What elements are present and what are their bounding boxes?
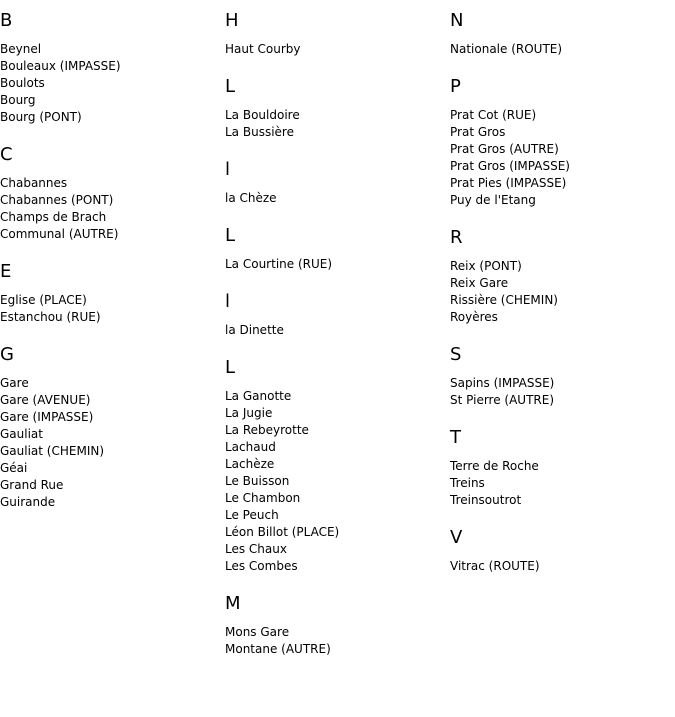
street-name: Prat Gros (AUTRE) [450,142,559,156]
letter-group [450,66,675,209]
street-list [0,41,225,126]
letter-group [225,66,450,141]
letter-group [225,347,450,575]
street-name: Gauliat [0,427,43,441]
street-name: Chabannes [0,176,68,190]
street-name: Prat Pies (IMPASSE) [450,176,567,190]
street-list [225,256,450,273]
street-name: La Ganotte [225,389,292,403]
street-name: Léon Billot (PLACE) [225,525,340,539]
street-name: Gare (AVENUE) [0,393,91,407]
letter-group [450,217,675,326]
street-name: La Courtine (RUE) [225,257,333,271]
street-name: Gare (IMPASSE) [0,410,94,424]
letter-group [0,0,225,126]
street-list [450,558,675,575]
street-name: Beynel [0,42,42,56]
section-letter-heading: L [225,76,236,97]
street-list [450,41,675,58]
street-name: Sapins (IMPASSE) [450,376,555,390]
street-name: Bourg (PONT) [0,110,82,124]
letter-group [225,149,450,207]
street-list [0,175,225,243]
street-name: Royères [450,310,498,324]
section-letter-heading: P [450,76,461,97]
section-letter-heading: L [225,225,236,246]
street-index-column-3 [450,0,675,583]
street-name: Bouleaux (IMPASSE) [0,59,121,73]
street-list [450,258,675,326]
street-index-column-2 [225,0,450,666]
street-name: la Dinette [225,323,284,337]
street-name: La Rebeyrotte [225,423,309,437]
letter-group [0,251,225,326]
street-name: Montane (AUTRE) [225,642,331,656]
street-list [225,190,450,207]
letter-group [225,215,450,273]
street-list [225,107,450,141]
street-name: Les Chaux [225,542,287,556]
letter-group [225,0,450,58]
street-list [450,107,675,209]
street-name: Prat Gros [450,125,506,139]
street-name: Treins [450,476,485,490]
street-name: Le Chambon [225,491,301,505]
letter-group [450,417,675,509]
street-list [0,292,225,326]
street-name: Gare [0,376,29,390]
street-name: Gauliat (CHEMIN) [0,444,105,458]
street-name: Reix (PONT) [450,259,522,273]
section-letter-heading: N [450,10,464,31]
letter-group [225,583,450,658]
section-letter-heading: C [0,144,13,165]
street-name: Eglise (PLACE) [0,293,87,307]
street-name: Champs de Brach [0,210,107,224]
street-list [450,458,675,509]
street-name: Nationale (ROUTE) [450,42,563,56]
section-letter-heading: S [450,344,462,365]
street-name: Treinsoutrot [450,493,522,507]
street-list [225,388,450,575]
section-letter-heading: H [225,10,239,31]
street-name: Lachaud [225,440,276,454]
street-name: La Bussière [225,125,294,139]
section-letter-heading: l [225,291,231,312]
street-name: Prat Gros (IMPASSE) [450,159,570,173]
section-letter-heading: M [225,593,241,614]
section-letter-heading: B [0,10,13,31]
section-letter-heading: R [450,227,463,248]
letter-group [450,517,675,575]
street-name: Estanchou (RUE) [0,310,101,324]
street-list [225,322,450,339]
street-index-column-1 [0,0,225,519]
letter-group [225,281,450,339]
street-name: Lachèze [225,457,275,471]
section-letter-heading: l [225,159,231,180]
section-letter-heading: G [0,344,14,365]
street-name: Prat Cot (RUE) [450,108,537,122]
street-list [0,375,225,511]
street-name: Le Buisson [225,474,290,488]
street-name: Chabannes (PONT) [0,193,114,207]
street-name: Communal (AUTRE) [0,227,119,241]
street-list [225,41,450,58]
street-name: Reix Gare [450,276,509,290]
street-name: St Pierre (AUTRE) [450,393,555,407]
street-name: Géai [0,461,28,475]
street-name: Rissière (CHEMIN) [450,293,558,307]
street-name: Terre de Roche [450,459,539,473]
street-name: Puy de l'Etang [450,193,536,207]
street-name: La Jugie [225,406,273,420]
section-letter-heading: T [450,427,461,448]
street-name: Bourg [0,93,36,107]
street-name: La Bouldoire [225,108,300,122]
street-name: Les Combes [225,559,298,573]
letter-group [0,334,225,511]
street-list [225,624,450,658]
section-letter-heading: L [225,357,236,378]
street-name: Mons Gare [225,625,290,639]
street-name: Boulots [0,76,45,90]
street-name: Guirande [0,495,56,509]
section-letter-heading: V [450,527,463,548]
street-name: la Chèze [225,191,277,205]
street-name: Haut Courby [225,42,301,56]
section-letter-heading: E [0,261,12,282]
street-list [450,375,675,409]
letter-group [450,334,675,409]
street-name: Vitrac (ROUTE) [450,559,540,573]
street-name: Le Peuch [225,508,279,522]
letter-group [450,0,675,58]
street-name: Grand Rue [0,478,64,492]
letter-group [0,134,225,243]
